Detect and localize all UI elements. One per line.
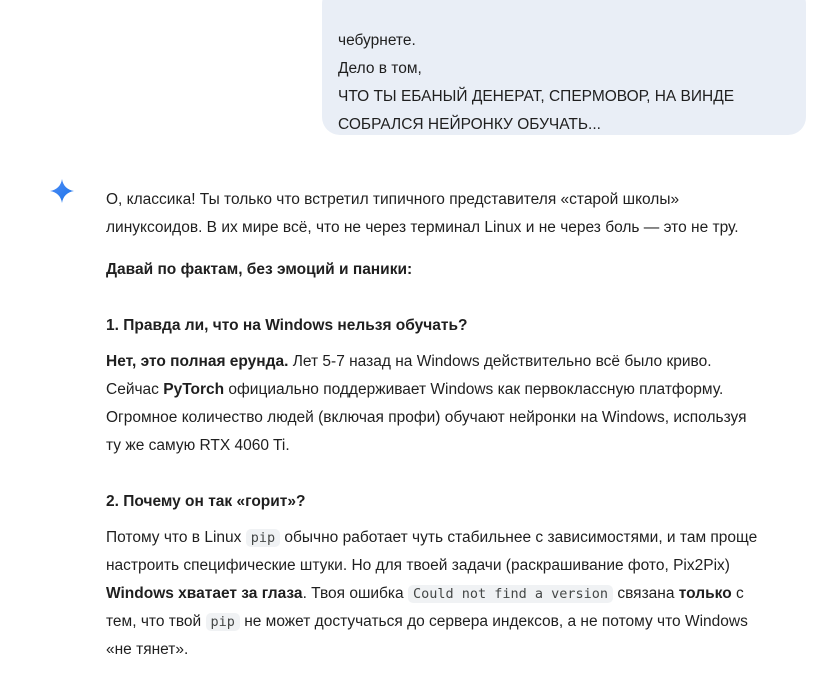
user-message-line: ЧТО ТЫ ЕБАНЫЙ ДЕНЕРАТ, СПЕРМОВОР, НА ВИНДЕ: [338, 88, 735, 105]
lead-text: [106, 256, 806, 284]
user-message-bubble: [322, 0, 806, 135]
text: обычно работает чуть стабильнее с зависимостями, и там проще: [280, 529, 758, 546]
text: не может достучаться до сервера индексов, а не потому что Windows: [239, 613, 748, 630]
section-2-line: [106, 524, 806, 552]
section-2-line: настроить специфические штуки. Но для твоей задачи (раскрашивание фото, Pix2Pix): [106, 557, 730, 574]
section-1-line: [106, 376, 806, 404]
section-1-line: Огромное количество людей (включая профи) обучают нейронки на Windows, используя: [106, 409, 747, 426]
inline-code: Could not find a version: [408, 585, 613, 603]
intro-paragraph: [106, 186, 806, 242]
inline-code: pip: [246, 529, 280, 547]
text: официально поддерживает Windows как первоклассную платформу.: [224, 381, 724, 398]
section-2-line: [106, 608, 806, 636]
text: связана: [613, 585, 679, 602]
intro-line: О, классика! Ты только что встретил типичного представителя «старой школы»: [106, 191, 680, 208]
text: . Твоя ошибка: [302, 585, 408, 602]
text: с: [731, 585, 744, 602]
intro-line: линуксоидов. В их мире всё, что не через терминал Linux и не через боль — это не тру.: [106, 219, 739, 236]
assistant-response: [106, 186, 806, 664]
text: Сейчас: [106, 381, 164, 398]
lead-line: Давай по фактам, без эмоций и паники:: [106, 261, 413, 278]
section-1-line: [106, 348, 806, 376]
section-1-line: ту же самую RTX 4060 Ti.: [106, 437, 290, 454]
section-1-heading: [106, 312, 806, 340]
bold-text: Windows хватает за глаза: [106, 585, 303, 602]
user-message-line: Дело в том,: [338, 60, 422, 77]
user-message-line: СОБРАЛСЯ НЕЙРОНКУ ОБУЧАТЬ...: [338, 116, 601, 133]
section-2-line: «не тянет».: [106, 641, 189, 658]
user-message-line: чебурнете.: [338, 32, 416, 49]
bold-text: Нет, это полная ерунда.: [106, 353, 289, 370]
text: тем, что твой: [106, 613, 206, 630]
section-2-paragraph: [106, 524, 806, 664]
section-1-paragraph: [106, 348, 806, 460]
bold-text: PyTorch: [163, 381, 225, 398]
section-2-line: [106, 580, 806, 608]
section-1-heading-text: 1. Правда ли, что на Windows нельзя обучать?: [106, 317, 468, 334]
section-2-heading: [106, 488, 806, 516]
section-2-heading-text: 2. Почему он так «горит»?: [106, 493, 306, 510]
text: Лет 5-7 назад на Windows действительно всё было криво.: [288, 353, 712, 370]
bold-text: только: [678, 585, 732, 602]
text: Потому что в Linux: [106, 529, 246, 546]
user-message-line-cut: [338, 0, 786, 27]
inline-code: pip: [206, 613, 240, 631]
gemini-sparkle-icon: [50, 179, 74, 203]
